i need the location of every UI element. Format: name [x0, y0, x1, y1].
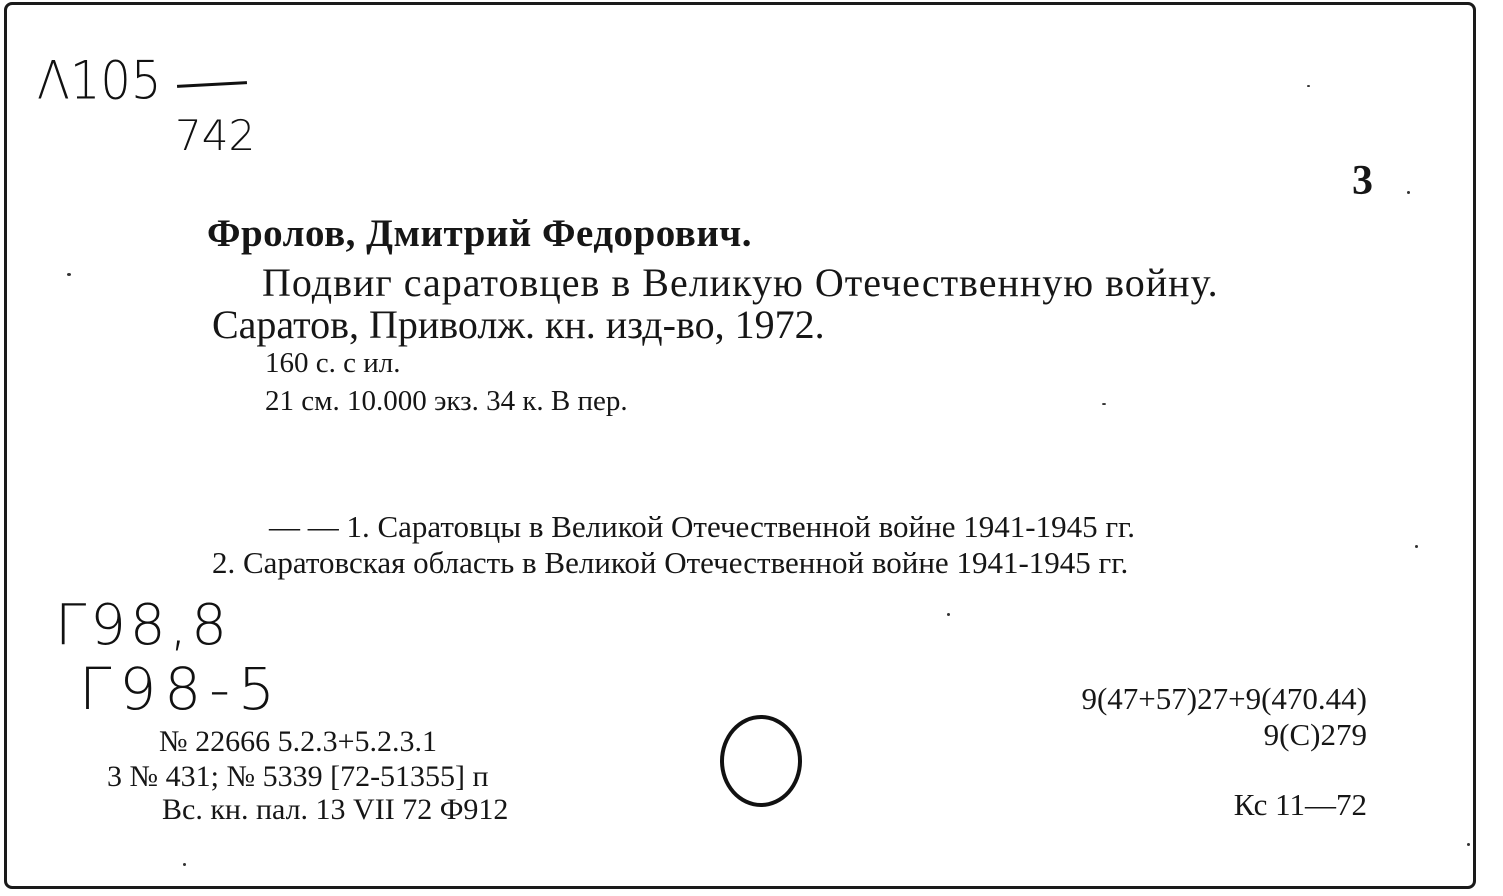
speck [1407, 191, 1410, 194]
size-edition-price: 21 см. 10.000 экз. 34 к. В пер. [265, 385, 628, 417]
speck [1415, 545, 1418, 548]
speck [67, 273, 71, 276]
subject-heading-2: 2. Саратовская область в Великой Отечественной войне 1941-1945 гг. [212, 545, 1129, 580]
speck [183, 863, 186, 866]
handwritten-class-b: Г98-5 [79, 655, 283, 723]
handwritten-shelf-top: Λ105 [37, 50, 162, 112]
classification-index-2: 9(С)279 [1263, 717, 1367, 752]
speck [947, 613, 950, 616]
imprint-line: Саратов, Приволж. кн. изд-во, 1972. [212, 302, 825, 347]
catalog-card [4, 2, 1476, 889]
handwritten-stroke [177, 81, 247, 88]
card-number: 3 [1352, 158, 1373, 204]
classification-index-1: 9(47+57)27+9(470.44) [1081, 681, 1367, 716]
author-heading: Фролов, Дмитрий Федорович. [207, 212, 753, 255]
speck [1102, 403, 1106, 405]
handwritten-shelf-bottom: 742 [175, 111, 256, 160]
speck [1307, 85, 1310, 87]
book-chamber-line: Вс. кн. пал. 13 VII 72 Ф912 [162, 793, 509, 826]
handwritten-class-a: Г98,8 [55, 593, 231, 658]
subject-heading-1: — — 1. Саратовцы в Великой Отечественной войне 1941-1945 гг. [269, 509, 1136, 544]
title-line-1: Подвиг саратовцев в Великую Отечественную войну. [262, 260, 1219, 305]
physical-description: 160 с. с ил. [265, 347, 401, 379]
registration-number-line-1: № 22666 5.2.3+5.2.3.1 [159, 725, 438, 758]
circle-stamp-icon [720, 715, 802, 807]
ks-code: Кс 11—72 [1233, 787, 1367, 822]
speck [1467, 843, 1470, 846]
registration-number-line-2: 3 № 431; № 5339 [72-51355] п [107, 760, 489, 793]
